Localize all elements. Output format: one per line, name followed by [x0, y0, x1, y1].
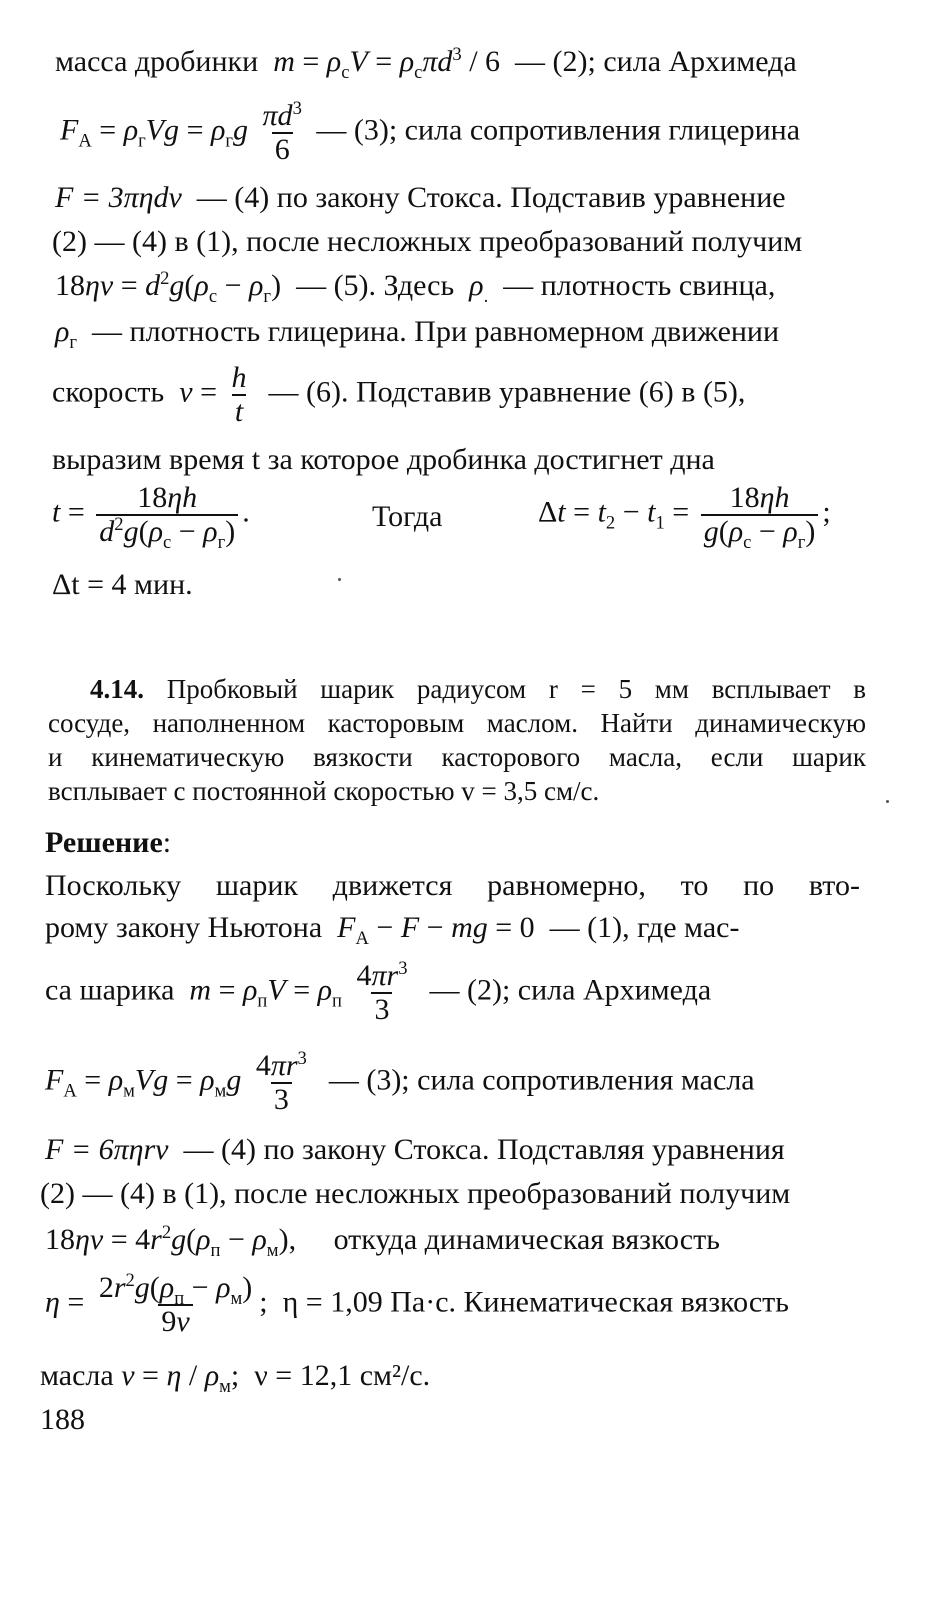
- problem-line: 4.14. Пробковый шарик радиусом r = 5 мм всплывает в: [90, 674, 867, 704]
- text-line: (2) — (4) в (1), после несложных преобразований получим: [52, 225, 803, 258]
- formula-line: $18\eta v = 4r^2g(\rho_п - \rho_м)$, откуда динамическая вязкость: [45, 1222, 720, 1261]
- formula-delta-t: $\Delta t = t_2 - t_1$ = 18ηh $g(\rho_c - \rho_г)$ ;: [538, 481, 831, 553]
- text-line: $\rho_г$ — плотность глицерина. При равномерном движении: [55, 315, 780, 353]
- formula-line: $F_A = \rho_гVg = \rho_гg$ $\frac{\pi d^3}{6}$ — (3); сила сопротивления глицерина: [60, 98, 801, 166]
- formula-line: η = $2r^2g(\rho_п - \rho_м)$ 9v ; η = 1,09 Па·с. Кинематическая вязкость: [45, 1270, 789, 1338]
- result-line: Δt = 4 мин.: [52, 568, 193, 601]
- problem-line: и кинематическую вязкости касторового масла, если шарик: [48, 742, 866, 772]
- solution-heading: Решение:: [45, 826, 172, 859]
- problem-line: сосуде, наполненном касторовым маслом. Найти динамическую: [48, 708, 866, 738]
- formula-line: рому закону Ньютона $F_A - F$ − mg = 0 — (1), где мас-: [45, 911, 740, 949]
- speck: [338, 578, 341, 581]
- speck: [886, 800, 889, 803]
- text-line: масса дробинки $m = \rho_cV = \rho_c\pi d^3 / 6$ — (2); сила Архимеда: [55, 44, 797, 83]
- text-line: Поскольку шарик движется равномерно, то по вто-: [45, 869, 860, 902]
- text-line: F = 6πηrv — (4) по закону Стокса. Подставляя уравнения: [45, 1133, 785, 1166]
- page-number: 188: [40, 1403, 85, 1436]
- result-line: масла $\nu = \eta / \rho_м$; ν = 12,1 см²/с.: [40, 1359, 431, 1397]
- formula-t: t = 18ηh $d^2g(\rho_c - \rho_г)$ .: [52, 481, 250, 553]
- problem-line: всплывает с постоянной скоростью v = 3,5 см/с.: [48, 776, 600, 806]
- formula-line: $F_A = \rho_мVg = \rho_мg$ $\frac{4\pi r^3}{3}$ — (3); сила сопротивления масла: [45, 1048, 755, 1116]
- formula-line: $18\eta v = d^2g(\rho_c - \rho_г)$ — (5). Здесь $\rho_.$ — плотность свинца,: [55, 268, 776, 307]
- formula-line: са шарика $m = \rho_пV = \rho_п$ $\frac{4\pi r^3}{3}$ — (2); сила Архимеда: [45, 958, 712, 1026]
- formula-line: скорость v = $\frac{h}{t}$ — (6). Подставив уравнение (6) в (5),: [52, 361, 746, 428]
- text-line: (2) — (4) в (1), после несложных преобразований получим: [40, 1177, 791, 1210]
- text-line: F = 3πηdv — (4) по закону Стокса. Подставив уравнение: [55, 181, 786, 214]
- then-label: Тогда: [372, 500, 443, 533]
- text-line: выразим время t за которое дробинка достигнет дна: [52, 443, 715, 476]
